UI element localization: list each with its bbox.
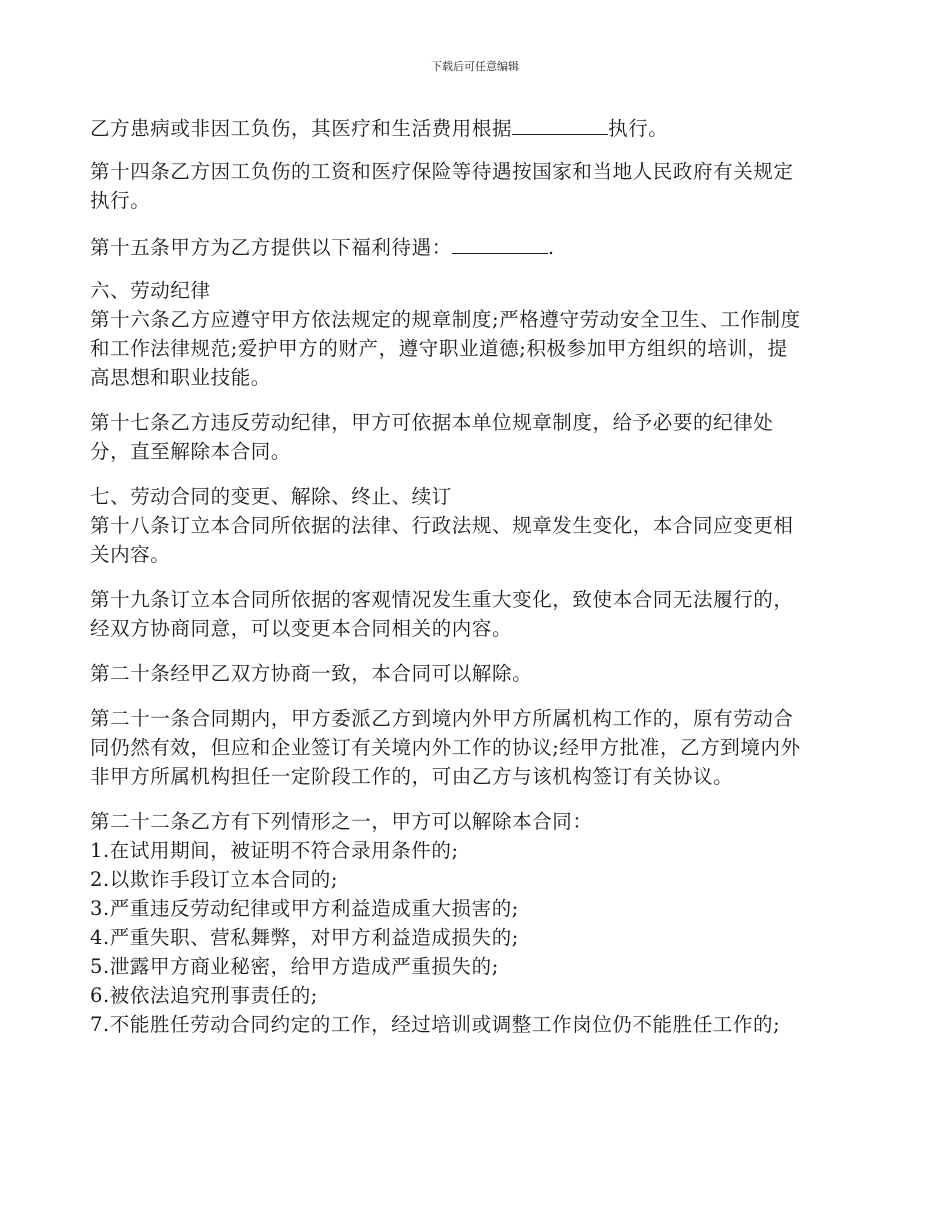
list-item: 6.被依法追究刑事责任的; xyxy=(90,984,318,1007)
article-20-line: 第二十条经甲乙双方协商一致，本合同可以解除。 xyxy=(90,662,533,685)
fill-in-blank xyxy=(512,112,608,135)
paragraph-text: 执行。 xyxy=(608,117,669,140)
article-21-line: 非甲方所属机构担任一定阶段工作的，可由乙方与该机构签订有关协议。 xyxy=(90,765,734,788)
section-7-title: 七、劳动合同的变更、解除、终止、续订 xyxy=(90,485,452,508)
list-item: 7.不能胜任劳动合同约定的工作，经过培训或调整工作岗位仍不能胜任工作的; xyxy=(90,1013,781,1036)
article-14-line: 第十四条乙方因工负伤的工资和医疗保险等待遇按国家和当地人民政府有关规定 xyxy=(90,160,794,183)
page-header: 下载后可任意编辑 xyxy=(431,60,519,73)
article-21-line: 同仍然有效，但应和企业签订有关境内外工作的协议;经甲方批准，乙方到境内外 xyxy=(90,736,801,759)
paragraph-medical-expenses xyxy=(90,112,865,141)
paragraph-text: . xyxy=(547,236,555,259)
list-item: 4.严重失职、营私舞弊，对甲方利益造成损失的; xyxy=(90,926,519,949)
article-19-line: 经双方协商同意，可以变更本合同相关的内容。 xyxy=(90,617,513,640)
article-14-line: 执行。 xyxy=(90,189,151,212)
list-item: 1.在试用期间，被证明不符合录用条件的; xyxy=(90,839,459,862)
fill-in-blank xyxy=(452,231,548,254)
article-17-line: 分，直至解除本合同。 xyxy=(90,440,292,463)
article-15 xyxy=(90,231,865,260)
article-16-line: 高思想和职业技能。 xyxy=(90,366,271,389)
article-18-line: 第十八条订立本合同所依据的法律、行政法规、规章发生变化，本合同应变更相 xyxy=(90,514,794,537)
list-item: 5.泄露甲方商业秘密，给甲方造成严重损失的; xyxy=(90,955,499,978)
section-6-title: 六、劳动纪律 xyxy=(90,279,211,302)
article-16-line: 和工作法律规范;爱护甲方的财产，遵守职业道德;积极参加甲方组织的培训，提 xyxy=(90,337,788,360)
article-18-line: 关内容。 xyxy=(90,543,171,566)
paragraph-text: 乙方患病或非因工负伤，其医疗和生活费用根据 xyxy=(90,117,513,140)
article-17-line: 第十七条乙方违反劳动纪律，甲方可依据本单位规章制度，给予必要的纪律处 xyxy=(90,411,774,434)
paragraph-text: 第十五条甲方为乙方提供以下福利待遇： xyxy=(90,236,452,259)
list-item: 2.以欺诈手段订立本合同的; xyxy=(90,868,339,891)
document-body xyxy=(90,112,865,1039)
article-22-intro: 第二十二条乙方有下列情形之一，甲方可以解除本合同： xyxy=(90,810,593,833)
article-16-line: 第十六条乙方应遵守甲方依法规定的规章制度;严格遵守劳动安全卫生、工作制度 xyxy=(90,308,801,331)
article-21-line: 第二十一条合同期内，甲方委派乙方到境内外甲方所属机构工作的，原有劳动合 xyxy=(90,707,794,730)
article-19-line: 第十九条订立本合同所依据的客观情况发生重大变化，致使本合同无法履行的， xyxy=(90,588,794,611)
list-item: 3.严重违反劳动纪律或甲方利益造成重大损害的; xyxy=(90,897,519,920)
